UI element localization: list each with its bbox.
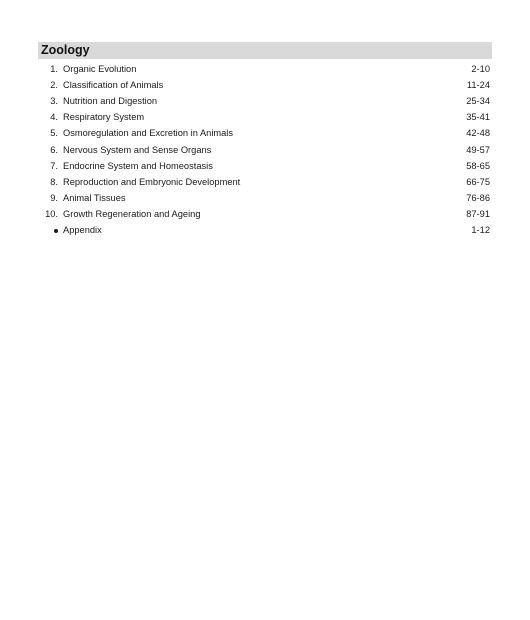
- page-range: 76-86: [466, 192, 490, 203]
- toc-item-5[interactable]: [38, 125, 492, 141]
- chapter-number: 2.: [50, 80, 58, 91]
- chapter-title: Respiratory System: [63, 112, 145, 123]
- page-range: 11-24: [466, 80, 490, 91]
- chapter-number: 3.: [50, 96, 58, 107]
- page-range: 66-75: [466, 176, 490, 187]
- table-of-contents: [38, 61, 492, 238]
- chapter-number: 1.: [50, 64, 58, 75]
- chapter-title: Osmoregulation and Excretion in Animals: [63, 128, 234, 139]
- chapter-title: Endocrine System and Homeostasis: [63, 160, 213, 171]
- page-range: 58-65: [466, 160, 490, 171]
- toc-item-2[interactable]: [38, 77, 492, 93]
- page-range: 2-10: [471, 64, 490, 75]
- page-range: 25-34: [466, 96, 490, 107]
- toc-item-appendix[interactable]: [38, 222, 492, 238]
- page-range: 35-41: [466, 112, 490, 123]
- page-range: 87-91: [466, 208, 490, 219]
- page-range: 49-57: [466, 144, 490, 155]
- toc-item-4[interactable]: [38, 109, 492, 125]
- toc-item-6[interactable]: [38, 141, 492, 157]
- chapter-title: Organic Evolution: [63, 64, 137, 75]
- toc-item-9[interactable]: [38, 190, 492, 206]
- chapter-title: Reproduction and Embryonic Development: [63, 176, 241, 187]
- toc-item-1[interactable]: [38, 61, 492, 77]
- appendix-title: Appendix: [63, 224, 102, 235]
- chapter-number: 8.: [50, 176, 58, 187]
- page-range: 1-12: [471, 224, 490, 235]
- toc-item-8[interactable]: [38, 174, 492, 190]
- chapter-number: 6.: [50, 144, 58, 155]
- chapter-title: Animal Tissues: [63, 192, 126, 203]
- section-title: Zoology: [38, 42, 492, 59]
- toc-item-10[interactable]: [38, 206, 492, 222]
- contents-page: [38, 42, 492, 238]
- chapter-title: Classification of Animals: [63, 80, 164, 91]
- chapter-number: 5.: [50, 128, 58, 139]
- chapter-title: Growth Regeneration and Ageing: [63, 208, 201, 219]
- bullet-icon: [38, 225, 58, 235]
- chapter-number: 4.: [50, 112, 58, 123]
- chapter-number: 7.: [50, 160, 58, 171]
- toc-item-3[interactable]: [38, 93, 492, 109]
- page-range: 42-48: [466, 128, 490, 139]
- chapter-number: 9.: [50, 192, 58, 203]
- chapter-number: 10.: [45, 208, 58, 219]
- chapter-title: Nutrition and Digestion: [63, 96, 158, 107]
- toc-item-7[interactable]: [38, 158, 492, 174]
- chapter-title: Nervous System and Sense Organs: [63, 144, 212, 155]
